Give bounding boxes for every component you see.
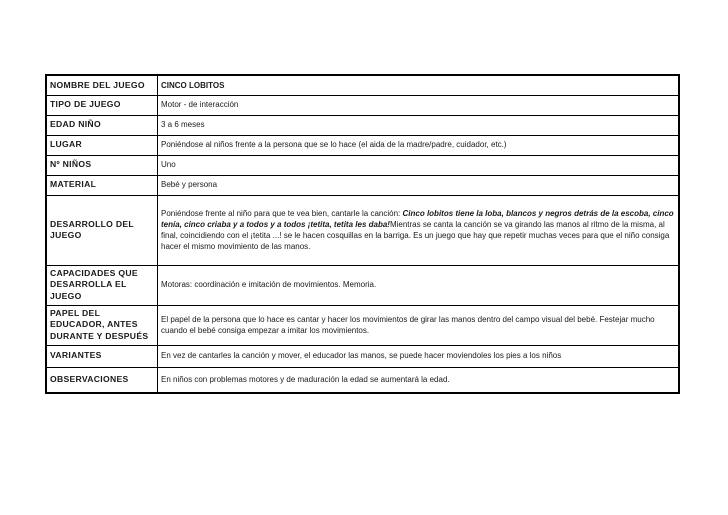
field-label: LUGAR <box>46 135 158 155</box>
table-row <box>46 135 679 155</box>
field-value: Poniéndose al niños frente a la persona que se lo hace (el aida de la madre/padre, cuidador, etc.) <box>158 135 680 155</box>
field-label: OBSERVACIONES <box>46 367 158 393</box>
field-value <box>158 195 680 265</box>
table-row <box>46 115 679 135</box>
development-detail: Mientras se canta la canción se va girando las manos al ritmo de la misma, al final, coincidiendo con el ¡tetita ...! se le hacen cosquillas en la barriga. Es un juego que hay que repetir muchas veces para que el niño consiga hacer el mismo movimiento de las manos. <box>161 219 670 252</box>
table-row <box>46 95 679 115</box>
field-value: 3 a 6 meses <box>158 115 680 135</box>
field-label: Nº NIÑOS <box>46 155 158 175</box>
table-row <box>46 155 679 175</box>
field-label: TIPO DE JUEGO <box>46 95 158 115</box>
table-row <box>46 265 679 305</box>
field-label: MATERIAL <box>46 175 158 195</box>
table-row <box>46 75 679 95</box>
field-value: En vez de cantarles la canción y mover, el educador las manos, se puede hacer moviendoles los pies a los niños <box>158 345 680 367</box>
field-value: El papel de la persona que lo hace es cantar y hacer los movimientos de girar las manos dentro del campo visual del bebé. Festejar mucho cuando el bebé consiga empezar a imitar los movimientos. <box>158 305 680 345</box>
field-label: PAPEL DEL EDUCADOR, ANTES DURANTE Y DESPUÉS <box>46 305 158 345</box>
game-sheet-table <box>45 74 680 394</box>
field-value: Motor - de interacción <box>158 95 680 115</box>
field-value: Motoras: coordinación e imitación de movimientos. Memoria. <box>158 265 680 305</box>
field-label: NOMBRE DEL JUEGO <box>46 75 158 95</box>
table-row <box>46 175 679 195</box>
field-label: EDAD NIÑO <box>46 115 158 135</box>
table-row <box>46 345 679 367</box>
field-label: DESARROLLO DEL JUEGO <box>46 195 158 265</box>
field-value: En niños con problemas motores y de maduración la edad se aumentará la edad. <box>158 367 680 393</box>
field-label: VARIANTES <box>46 345 158 367</box>
development-intro: Poniéndose frente al niño para que te vea bien, cantarle la canción: <box>161 208 403 218</box>
table-row <box>46 305 679 345</box>
song-lyrics: Cinco lobitos tiene la loba, blancos y negros detrás de la escoba, cinco tenía, cinco criaba y a todos y a todos ¡tetita, tetita les daba! <box>161 208 674 229</box>
table-row <box>46 195 679 265</box>
field-value: Bebé y persona <box>158 175 680 195</box>
field-value <box>158 75 680 95</box>
game-name: CINCO LOBITOS <box>161 80 225 90</box>
field-value: Uno <box>158 155 680 175</box>
field-label: CAPACIDADES QUE DESARROLLA EL JUEGO <box>46 265 158 305</box>
table-row <box>46 367 679 393</box>
